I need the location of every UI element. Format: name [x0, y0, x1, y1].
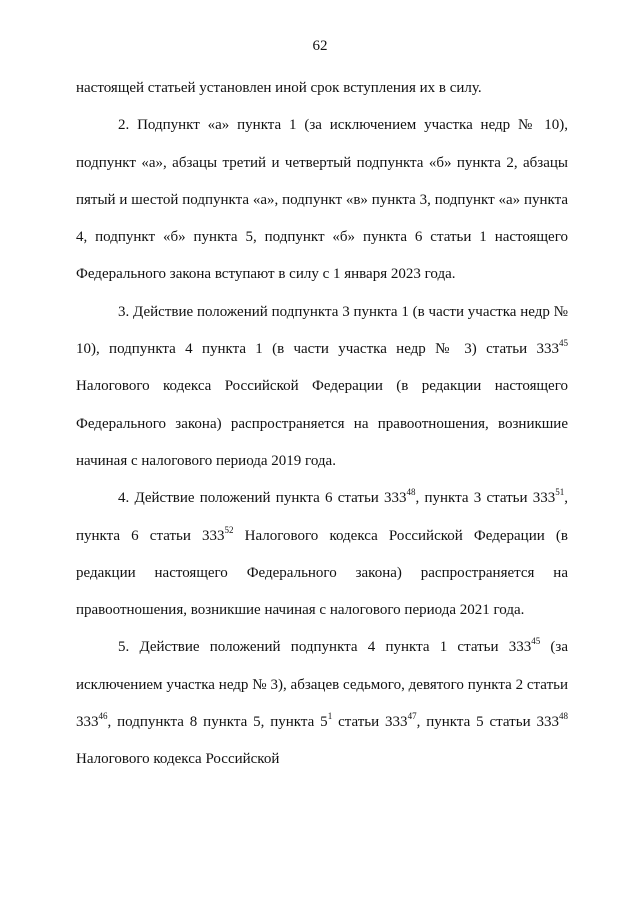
article-superscript: 45 [531, 636, 541, 647]
paragraph-text: 4. Действие положений пункта 6 статьи 333 [118, 490, 407, 507]
paragraph-text: (за исключением участка недр № 3), абзацев седьмого, девятого пункта 2 статьи 333 [76, 639, 569, 731]
article-superscript: 48 [559, 711, 568, 722]
article-superscript: 45 [559, 338, 568, 349]
article-superscript: 52 [224, 524, 234, 535]
paragraph-text: , пункта 3 статьи 333 [415, 490, 556, 507]
article-superscript: 1 [327, 711, 333, 722]
paragraph-text: 3. Действие положений подпункта 3 пункта 1 (в части участка недр № 10), подпункта 4 пункта 1 (в части участка недр № 3) статьи 333 [76, 303, 568, 358]
paragraph-5 [76, 629, 568, 778]
paragraph-text: статьи 333 [332, 714, 408, 731]
article-superscript: 47 [407, 711, 417, 722]
paragraph-text: , пункта 6 статьи 333 [76, 490, 568, 544]
paragraph-text: Налогового кодекса Российской Федерации (в редакции настоящего Федерального закона) распространяется на правоотношения, возникшие начиная с налогового периода 2019 года. [76, 378, 568, 469]
paragraph-4 [76, 480, 568, 629]
paragraph-text: Налогового кодекса Российской [76, 751, 280, 768]
paragraph-text: , пункта 5 статьи 333 [416, 714, 559, 731]
document-body [76, 70, 568, 779]
page-number: 62 [312, 38, 328, 54]
paragraph-3 [76, 294, 568, 480]
paragraph-2 [76, 107, 568, 293]
article-superscript: 46 [98, 711, 108, 722]
article-superscript: 48 [406, 487, 416, 498]
paragraph-text: настоящей статьей установлен иной срок вступления их в силу. [76, 80, 482, 96]
paragraph-text: 5. Действие положений подпункта 4 пункта 1 статьи 333 [118, 639, 532, 656]
paragraph-text: Налогового кодекса Российской Федерации (в редакции настоящего Федерального закона) распространяется на правоотношения, возникшие начиная с налогового периода 2021 года. [76, 527, 568, 619]
paragraph-text: , подпункта 8 пункта 5, пункта 5 [107, 714, 328, 731]
paragraph-text: 2. Подпункт «а» пункта 1 (за исключением участка недр № 10), подпункт «а», абзацы третий и четвертый подпункта «б» пункта 2, абзацы пятый и шестой подпункта «а», подпункт «в» пункта 3, подпункт «а» пункта 4, подпункт «б» пункта 5, подпункт «б» пункта 6 статьи 1 настоящего Федерального закона вступают в силу с 1 января 2023 года. [76, 117, 568, 283]
article-superscript: 51 [555, 487, 565, 498]
paragraph-continuation [76, 70, 568, 107]
